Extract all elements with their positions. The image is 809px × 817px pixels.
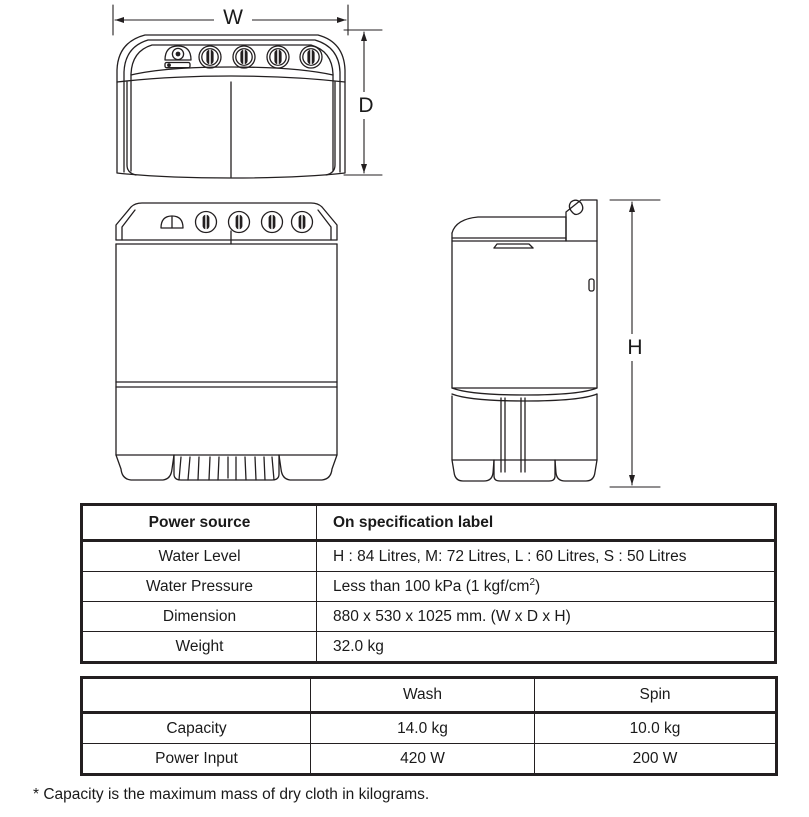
row-label-water-level: Water Level bbox=[82, 541, 317, 572]
header-power-source-value: On specification label bbox=[317, 505, 776, 541]
dimension-label-width: W bbox=[214, 6, 252, 29]
capacity-table bbox=[80, 676, 778, 776]
timer-icon bbox=[165, 46, 191, 68]
power-input-spin-value: 200 W bbox=[535, 744, 777, 775]
row-value-weight: 32.0 kg bbox=[317, 632, 776, 663]
table-row bbox=[82, 632, 776, 663]
water-pressure-superscript: 2 bbox=[529, 577, 535, 589]
front-control-knob-1 bbox=[196, 212, 217, 233]
capacity-header-spin: Spin bbox=[535, 678, 777, 713]
row-value-water-level: H : 84 Litres, M: 72 Litres, L : 60 Litres, S : 50 Litres bbox=[317, 541, 776, 572]
power-input-row-label: Power Input bbox=[82, 744, 311, 775]
dimension-label-height: H bbox=[619, 334, 651, 361]
front-control-knob-4 bbox=[292, 212, 313, 233]
control-knob-1 bbox=[199, 46, 221, 68]
power-input-wash-value: 420 W bbox=[311, 744, 535, 775]
table-header-row bbox=[82, 505, 776, 541]
dimension-label-depth: D bbox=[350, 92, 382, 119]
footnote-text: * Capacity is the maximum mass of dry cloth in kilograms. bbox=[33, 786, 430, 803]
top-view-drawing bbox=[117, 35, 345, 178]
side-view-drawing bbox=[452, 200, 597, 481]
capacity-header-blank bbox=[82, 678, 311, 713]
capacity-header-wash: Wash bbox=[311, 678, 535, 713]
water-pressure-text-prefix: Less than 100 kPa (1 kgf/cm bbox=[333, 578, 530, 596]
front-view-drawing bbox=[116, 203, 337, 480]
table-row bbox=[82, 744, 777, 775]
row-label-dimension: Dimension bbox=[82, 602, 317, 632]
table-row bbox=[82, 541, 776, 572]
front-control-knob-3 bbox=[262, 212, 283, 233]
table-row bbox=[82, 713, 777, 744]
water-pressure-text-suffix: ) bbox=[535, 578, 541, 596]
table-row bbox=[82, 602, 776, 632]
control-knob-4 bbox=[300, 46, 322, 68]
table-header-row bbox=[82, 678, 777, 713]
control-knob-3 bbox=[267, 46, 289, 68]
lid-handle-icon bbox=[161, 216, 183, 228]
table-row bbox=[82, 572, 776, 602]
row-label-weight: Weight bbox=[82, 632, 317, 663]
header-power-source: Power source bbox=[82, 505, 317, 541]
row-label-water-pressure: Water Pressure bbox=[82, 572, 317, 602]
capacity-spin-value: 10.0 kg bbox=[535, 713, 777, 744]
row-value-water-pressure bbox=[317, 572, 776, 602]
front-control-knob-2 bbox=[229, 212, 250, 233]
row-value-dimension: 880 x 530 x 1025 mm. (W x D x H) bbox=[317, 602, 776, 632]
control-knob-2 bbox=[233, 46, 255, 68]
specifications-table bbox=[80, 503, 777, 664]
capacity-row-label: Capacity bbox=[82, 713, 311, 744]
capacity-wash-value: 14.0 kg bbox=[311, 713, 535, 744]
